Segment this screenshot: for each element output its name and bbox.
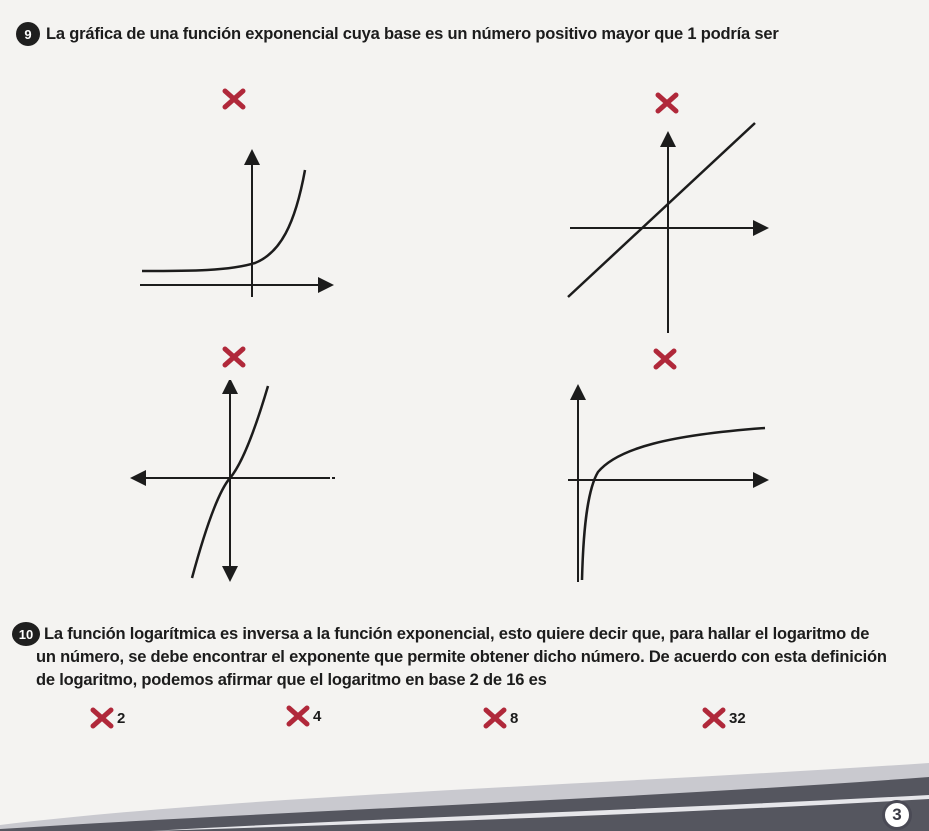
cross-mark-icon [222,346,246,368]
question-9-text: La gráfica de una función exponencial cuya base es un número positivo mayor que 1 podría ser [46,25,779,43]
cross-mark-icon [653,348,677,370]
question-9-number: 9 [16,22,40,46]
page-number: 3 [882,800,912,830]
answer-option-b-label: 4 [313,707,322,725]
footer-band [0,755,929,831]
question-10-number: 10 [12,622,40,646]
exponential-curve [142,170,305,271]
answer-option-a[interactable] [90,707,125,729]
answer-option-b[interactable] [286,705,321,727]
graph-option-b[interactable] [560,115,780,340]
graph-option-d[interactable] [560,380,775,585]
cross-mark-icon [702,707,726,729]
graph-option-a[interactable] [130,145,340,305]
line-curve [568,123,755,297]
answer-option-c-label: 8 [510,709,519,727]
logarithmic-curve [582,428,765,580]
cross-mark-icon [90,707,114,729]
question-10-line-2: un número, se debe encontrar el exponente que permite obtener dicho número. De acuerdo con esta definición [36,648,887,666]
answer-option-c[interactable] [483,707,518,729]
question-10-line-1: La función logarítmica es inversa a la función exponencial, esto quiere decir que, para hallar el logaritmo de [44,625,870,643]
cross-mark-icon [286,705,310,727]
answer-option-d-label: 32 [729,709,746,727]
cross-mark-icon [483,707,507,729]
answer-option-d[interactable] [702,707,746,729]
cross-mark-icon [222,88,246,110]
graph-option-c[interactable] [130,380,340,585]
cross-mark-icon [655,92,679,114]
question-10-line-3: de logaritmo, podemos afirmar que el logaritmo en base 2 de 16 es [36,671,547,689]
answer-option-a-label: 2 [117,709,126,727]
